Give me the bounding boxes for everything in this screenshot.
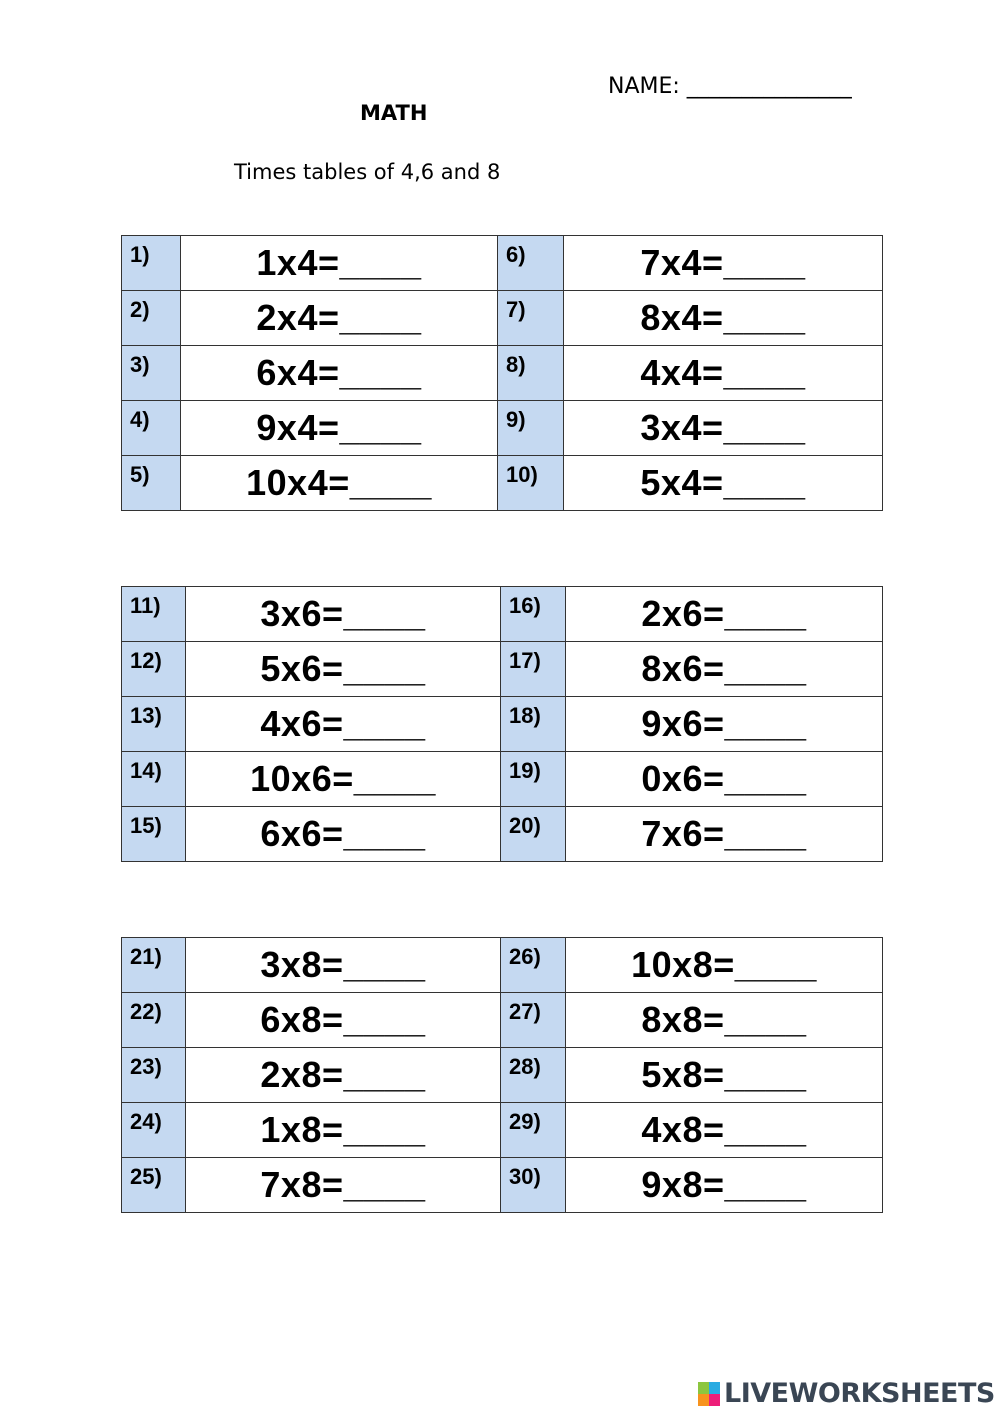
problem-number [122,642,186,697]
problem-number-label: 13) [130,703,162,728]
problem-text: 4x6=____ [260,703,426,744]
problem-number [501,1103,566,1158]
problem-number-label: 17) [509,648,541,673]
problem-number-label: 5) [130,462,150,487]
problem-answer-field[interactable] [186,1158,501,1213]
problem-text: 1x8=____ [260,1109,426,1150]
problem-number [122,807,186,862]
problem-number [501,993,566,1048]
problem-answer-field[interactable] [564,346,883,401]
problem-number-label: 16) [509,593,541,618]
problem-number-label: 27) [509,999,541,1024]
problem-number [122,993,186,1048]
problem-row [122,401,883,456]
problem-text: 3x4=____ [640,407,806,448]
problem-answer-field[interactable] [566,993,883,1048]
problem-text: 6x4=____ [256,352,422,393]
problem-row [122,752,883,807]
problem-number-label: 28) [509,1054,541,1079]
liveworksheets-brand [698,1378,995,1409]
problem-row [122,291,883,346]
problem-number [501,697,566,752]
problem-number-label: 30) [509,1164,541,1189]
problem-answer-field[interactable] [566,1103,883,1158]
problem-answer-field[interactable] [181,291,498,346]
problem-number-label: 22) [130,999,162,1024]
problem-row [122,346,883,401]
problem-answer-field[interactable] [566,807,883,862]
problem-number [501,587,566,642]
problem-number [501,938,566,993]
problem-answer-field[interactable] [566,642,883,697]
problem-text: 10x6=____ [250,758,436,799]
problem-answer-field[interactable] [181,456,498,511]
problem-answer-field[interactable] [186,587,501,642]
problem-number [122,1048,186,1103]
problem-answer-field[interactable] [186,993,501,1048]
logo-square-1 [698,1382,709,1394]
problem-number-label: 3) [130,352,150,377]
problem-answer-field[interactable] [564,236,883,291]
problem-answer-field[interactable] [566,752,883,807]
logo-square-4 [709,1394,720,1406]
logo-square-3 [698,1394,709,1406]
problem-text: 8x8=____ [641,999,807,1040]
problem-number-label: 14) [130,758,162,783]
problem-text: 5x8=____ [641,1054,807,1095]
problem-text: 6x8=____ [260,999,426,1040]
problem-number [498,456,564,511]
problem-answer-field[interactable] [181,346,498,401]
problem-answer-field[interactable] [566,587,883,642]
problem-answer-field[interactable] [181,236,498,291]
problem-number-label: 18) [509,703,541,728]
problem-number [122,236,181,291]
problem-number-label: 10) [506,462,538,487]
problem-text: 7x8=____ [260,1164,426,1205]
problem-answer-field[interactable] [566,938,883,993]
problem-number [498,401,564,456]
problem-number-label: 1) [130,242,150,267]
problem-answer-field[interactable] [564,291,883,346]
problem-number [501,1048,566,1103]
problem-answer-field[interactable] [186,752,501,807]
problem-number-label: 15) [130,813,162,838]
problem-text: 5x4=____ [640,462,806,503]
problem-text: 8x6=____ [641,648,807,689]
problem-row [122,236,883,291]
liveworksheets-logo-icon [698,1382,720,1406]
problem-number-label: 24) [130,1109,162,1134]
problem-number-label: 21) [130,944,162,969]
problem-number-label: 29) [509,1109,541,1134]
problem-answer-field[interactable] [566,697,883,752]
problem-number [122,456,181,511]
problem-number [501,752,566,807]
problem-number-label: 2) [130,297,150,322]
problem-text: 7x6=____ [641,813,807,854]
problem-number-label: 11) [130,593,161,618]
problem-number-label: 9) [506,407,526,432]
problem-text: 10x4=____ [246,462,432,503]
times-table-8-block [121,937,883,1213]
problem-text: 4x4=____ [640,352,806,393]
problem-number [501,642,566,697]
problem-answer-field[interactable] [186,938,501,993]
problem-text: 2x4=____ [256,297,422,338]
problem-number-label: 12) [130,648,162,673]
problem-number [122,587,186,642]
problem-number [498,291,564,346]
times-table-4-block [121,235,883,511]
page-subtitle: Times tables of 4,6 and 8 [234,160,501,184]
problem-number [122,1158,186,1213]
problem-number-label: 19) [509,758,541,783]
times-table-6-block [121,586,883,862]
name-field-label: NAME: _______________ [608,74,852,99]
problem-text: 3x8=____ [260,944,426,985]
problem-number-label: 26) [509,944,541,969]
problem-text: 7x4=____ [640,242,806,283]
problem-number [122,401,181,456]
problem-number-label: 8) [506,352,526,377]
problem-text: 9x4=____ [256,407,422,448]
problem-answer-field[interactable] [186,697,501,752]
problem-number [498,346,564,401]
problem-row [122,807,883,862]
page-title: MATH [360,101,428,125]
problem-row [122,642,883,697]
problem-number [122,346,181,401]
problem-number [498,236,564,291]
problem-row [122,938,883,993]
problem-number-label: 7) [506,297,526,322]
problem-number-label: 25) [130,1164,162,1189]
problem-number [122,291,181,346]
problem-number [501,807,566,862]
problem-text: 6x6=____ [260,813,426,854]
problem-answer-field[interactable] [181,401,498,456]
problem-row [122,1048,883,1103]
problem-row [122,587,883,642]
problem-answer-field[interactable] [186,1103,501,1158]
problem-text: 8x4=____ [640,297,806,338]
problem-number-label: 23) [130,1054,162,1079]
problem-row [122,993,883,1048]
problem-text: 9x8=____ [641,1164,807,1205]
problem-number-label: 20) [509,813,541,838]
problem-text: 0x6=____ [641,758,807,799]
problem-answer-field[interactable] [186,1048,501,1103]
problem-text: 5x6=____ [260,648,426,689]
logo-square-2 [709,1382,720,1394]
problem-answer-field[interactable] [186,642,501,697]
problem-text: 2x8=____ [260,1054,426,1095]
problem-number [122,697,186,752]
problem-answer-field[interactable] [186,807,501,862]
problem-row [122,697,883,752]
brand-name: LIVEWORKSHEETS [724,1378,995,1409]
problem-answer-field[interactable] [566,1158,883,1213]
problem-answer-field[interactable] [566,1048,883,1103]
problem-row [122,456,883,511]
problem-number [122,938,186,993]
problem-answer-field[interactable] [564,456,883,511]
problem-text: 9x6=____ [641,703,807,744]
problem-row [122,1103,883,1158]
problem-text: 10x8=____ [631,944,817,985]
problem-number [122,1103,186,1158]
problem-number [122,752,186,807]
problem-answer-field[interactable] [564,401,883,456]
problem-number-label: 4) [130,407,150,432]
problem-number [501,1158,566,1213]
problem-number-label: 6) [506,242,526,267]
problem-text: 1x4=____ [256,242,422,283]
problem-text: 3x6=____ [260,593,426,634]
problem-row [122,1158,883,1213]
problem-text: 2x6=____ [641,593,807,634]
problem-text: 4x8=____ [641,1109,807,1150]
